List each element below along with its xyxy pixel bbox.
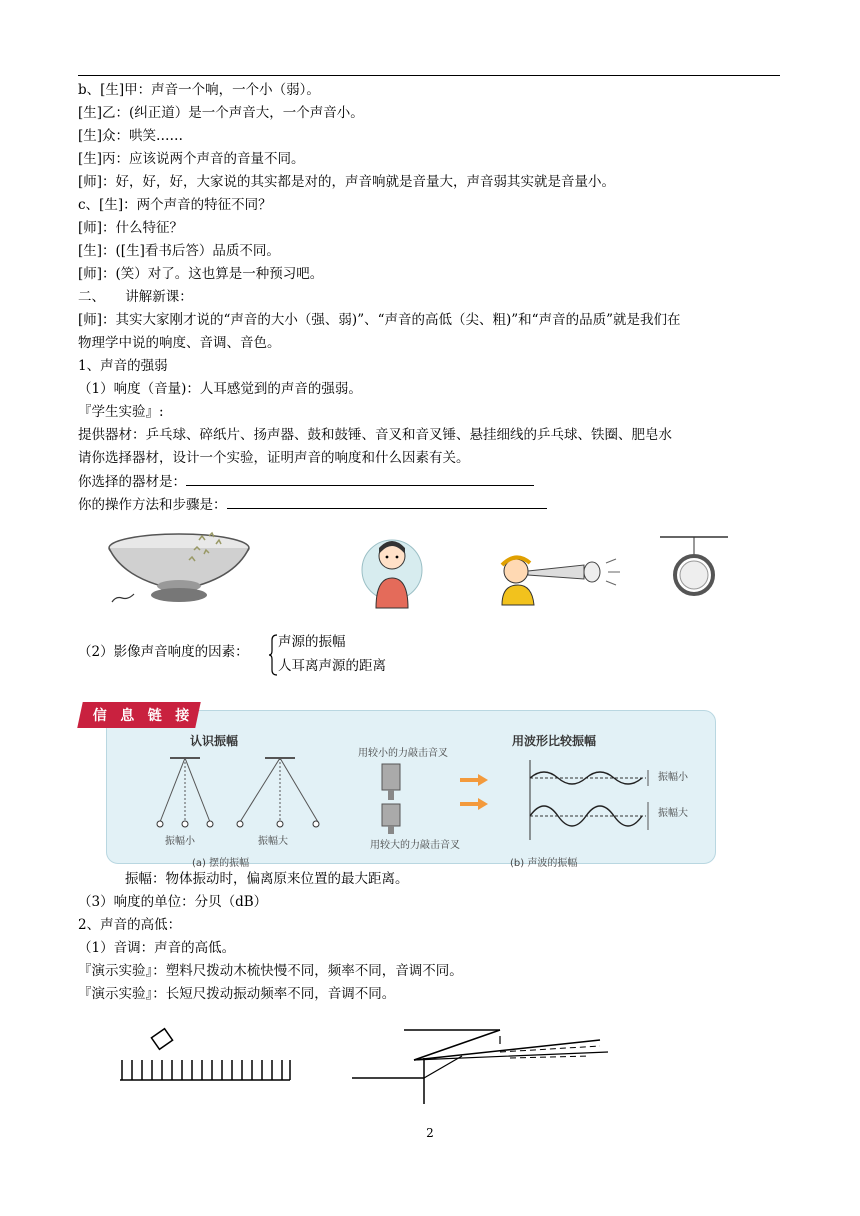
section-heading: 二、 讲解新课： [78, 289, 193, 305]
text-line: [生]丙：应该说两个声音的音量不同。 [78, 151, 305, 167]
steps-blank[interactable] [227, 494, 547, 509]
text-line: （1）响度（音量)：人耳感觉到的声音的强弱。 [78, 381, 362, 397]
subsection-heading: 2、声音的高低： [78, 917, 182, 933]
text-line: （1）音调：声音的高低。 [78, 940, 236, 956]
text-line: 请你选择器材，设计一个实验，证明声音的响度和什么因素有关。 [78, 450, 470, 466]
comb-diagram [116, 1026, 294, 1086]
badge-char: 信 [92, 708, 107, 724]
caption-b: (b) 声波的振幅 [510, 858, 578, 869]
text-line: 『演示实验』：塑料尺拨动木梳快慢不同，频率不同，音调不同。 [78, 963, 463, 979]
child-with-tuning-fork-illustration [360, 530, 424, 610]
waveform-title: 用波形比较振幅 [512, 734, 597, 748]
factor-distance: 人耳离声源的距离 [278, 658, 386, 674]
badge-char: 链 [147, 708, 162, 724]
text-line: 物理学中说的响度、音调、音色。 [78, 335, 281, 351]
caption-a: (a) 摆的振幅 [192, 858, 250, 869]
subsection-heading: 1、声音的强弱 [78, 358, 168, 374]
header-rule [78, 75, 780, 76]
pendulum-diagram [140, 752, 320, 840]
text-line: （3）响度的单位：分贝（dB） [78, 894, 268, 910]
amplitude-large-label: 振幅大 [658, 808, 688, 819]
waveform-diagram [526, 760, 656, 840]
text-line: [生]众：哄笑…… [78, 128, 184, 144]
equipment-label: 你选择的器材是： [78, 474, 186, 490]
small-force-label: 用较小的力敲击音叉 [358, 748, 448, 759]
text-line: [师]：其实大家刚才说的“声音的大小（强、弱)”、“声音的高低（尖、粗)”和“声音的品质”就是我们在 [78, 312, 681, 328]
hanging-ring-illustration [660, 535, 728, 601]
badge-char: 息 [120, 708, 135, 724]
tuning-fork-icon [376, 760, 406, 836]
factor-amplitude: 声源的振幅 [278, 634, 346, 650]
text-line: 『演示实验』：长短尺拨动振动频率不同，音调不同。 [78, 986, 396, 1002]
text-line: c、[生]：两个声音的特征不同？ [78, 197, 272, 213]
large-force-label: 用较大的力敲击音叉 [370, 840, 460, 851]
page-number: 2 [426, 1126, 434, 1140]
text-line: [师]：什么特征？ [78, 220, 184, 236]
equipment-blank[interactable] [186, 471, 534, 486]
text-line: [生]：([生]看书后答）品质不同。 [78, 243, 280, 259]
speaker-with-paper-illustration [104, 528, 254, 610]
factors-label: （2）影像声音响度的因素： [78, 644, 249, 660]
text-line: [师]：好，好，好，大家说的其实都是对的，声音响就是音量大，声音弱其实就是音量小。 [78, 174, 616, 190]
amplitude-title: 认识振幅 [190, 734, 239, 748]
text-line: 『学生实验』: [78, 404, 164, 420]
text-line: b、[生]甲：声音一个响，一个小（弱）。 [78, 82, 320, 98]
pendulum-small-label: 振幅小 [165, 836, 195, 847]
text-line: [师]：(笑）对了。这也算是一种预习吧。 [78, 266, 324, 282]
amplitude-small-label: 振幅小 [658, 772, 688, 783]
curly-brace-icon [268, 634, 278, 676]
equipment-fill-line [78, 471, 534, 492]
ruler-table-diagram [350, 1026, 612, 1106]
text-line: 振幅：物体振动时，偏离原来位置的最大距离。 [125, 871, 409, 887]
text-line: [生]乙：(纠正道）是一个声音大，一个声音小。 [78, 105, 364, 121]
pendulum-large-label: 振幅大 [258, 836, 288, 847]
boy-with-horn-illustration [492, 545, 632, 607]
info-link-figure [80, 690, 715, 869]
badge-char: 接 [175, 708, 190, 724]
arrow-icon [460, 772, 490, 812]
steps-label: 你的操作方法和步骤是： [78, 497, 227, 513]
steps-fill-line [78, 494, 547, 515]
text-line: 提供器材：乒乓球、碎纸片、扬声器、鼓和鼓锤、音叉和音叉锤、悬挂细线的乒乓球、铁圈、肥皂水 [78, 427, 672, 443]
